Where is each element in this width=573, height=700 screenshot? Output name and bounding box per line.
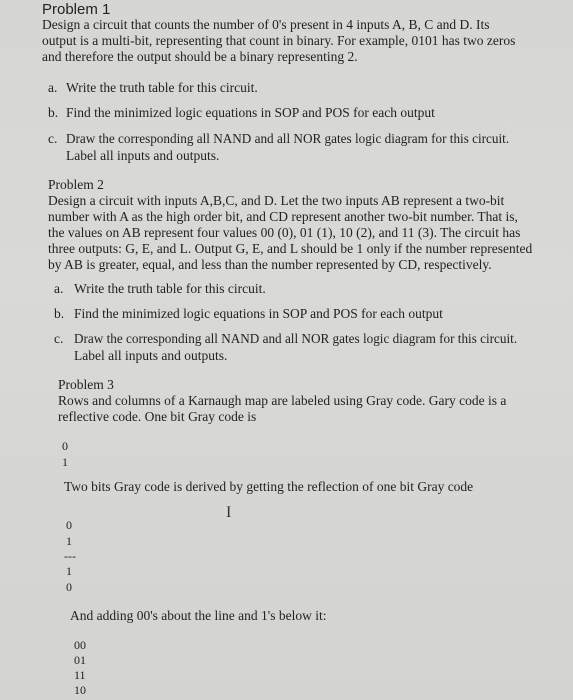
problem-2-item-c: Draw the corresponding all NAND and all NOR gates logic diagram for this circuit. [74,331,518,346]
problem-2-item-letter: c. [54,331,64,346]
problem-1-title: Problem 1 [42,1,111,18]
reflection-value: 1 [66,564,72,578]
gray-code-one-bit: 1 [62,455,68,469]
problem-2-item-c-cont: Label all inputs and outputs. [74,348,228,363]
problem-1-desc-line: Design a circuit that counts the number of 0's present in 4 inputs A, B, C and D. Its [42,17,490,32]
problem-1-item-c: Draw the corresponding all NAND and all NOR gates logic diagram for this circuit. [66,131,510,146]
problem-1-item-a: Write the truth table for this circuit. [66,80,258,95]
text-cursor-icon: I [226,504,232,521]
reflection-value: 0 [66,518,72,532]
problem-1-item-c-cont: Label all inputs and outputs. [66,148,220,163]
problem-2-desc-line: Design a circuit with inputs A,B,C, and D. Let the two inputs AB represent a two-bit [48,193,505,208]
problem-2-desc-line: the values on AB represent four values 00 (0), 01 (1), 10 (2), and 11 (3). The circuit has [48,225,521,240]
reflection-value: 1 [66,534,72,548]
problem-1-item-letter: b. [48,105,59,120]
problem-2-item-b: Find the minimized logic equations in SOP and POS for each output [74,306,443,321]
problem-1-desc-line: and therefore the output should be a binary representing 2. [42,49,358,64]
problem-1-item-b: Find the minimized logic equations in SOP and POS for each output [66,105,435,120]
problem-2-item-letter: a. [54,281,64,296]
reflection-value: 0 [66,580,72,594]
problem-2-desc-line: by AB is greater, equal, and less than the number represented by CD, respectively. [48,257,492,272]
problem-2-item-a: Write the truth table for this circuit. [74,281,266,296]
reflection-line: --- [64,549,76,563]
two-bit-code: 01 [74,653,86,667]
problem-3-title: Problem 3 [58,377,114,392]
two-bit-intro-text: Two bits Gray code is derived by getting the reflection of one bit Gray code [64,479,474,494]
gray-code-one-bit: 0 [62,439,68,453]
problem-1-item-letter: c. [48,131,58,146]
problem-1-desc-line: output is a multi-bit, representing that count in binary. For example, 0101 has two zeros [42,33,516,48]
problem-3-desc-line: Rows and columns of a Karnaugh map are labeled using Gray code. Gary code is a [58,393,507,408]
two-bit-code: 10 [74,683,86,697]
problem-2-title: Problem 2 [48,177,104,192]
adding-text: And adding 00's about the line and 1's below it: [70,608,327,623]
two-bit-code: 11 [74,668,86,682]
problem-2-item-letter: b. [54,306,65,321]
problem-2-desc-line: three outputs: G, E, and L. Output G, E, and L should be 1 only if the number represented [48,241,533,256]
problem-1-item-letter: a. [48,80,58,95]
problem-2-desc-line: number with A as the high order bit, and CD represent another two-bit number. That is, [48,209,518,224]
problem-3-desc-line: reflective code. One bit Gray code is [58,409,257,424]
two-bit-code: 00 [74,638,86,652]
